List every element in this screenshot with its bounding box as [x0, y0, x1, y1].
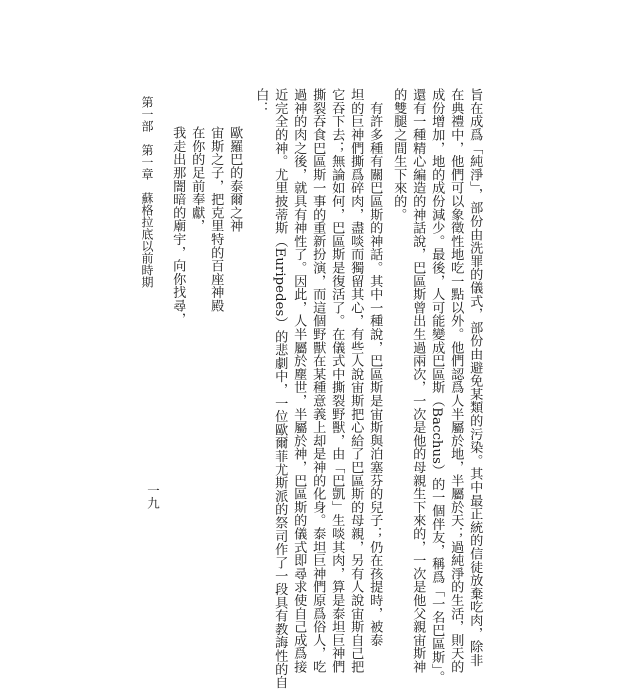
text-column-4: 還有一種精心編造的神話說，巴區斯曾出生過兩次，一次是他的母親生下來的，一次是他父親宙斯神 [410, 88, 426, 674]
text-column-2: 在典禮中，他們可以象徵性地吃一點以外。他們認爲人半屬於地，半屬於天；過純淨的生活，則天的 [448, 88, 464, 674]
text-column-1: 旨在成爲「純淨」，部份由洗罪的儀式，部份由避免某類的污染。其中最正統的信徒放棄吃肉，除非 [467, 88, 483, 667]
poem-line-2: 宙斯之子，把克里特的百座神殿 [208, 126, 224, 313]
text-column-7: 坦的巨神們撕爲碎肉，盡啖而獨留其心，有些人說宙斯把心給了巴區斯的母親，另有人說宙斯自己把 [348, 88, 364, 674]
text-column-9: 撕裂吞食巴區斯一事的重新扮演，而這個野獸在某種意義上却是神的化身。泰坦巨神們原爲俗人，吃 [310, 88, 326, 674]
text-column-12: 白： [253, 88, 269, 115]
text-column-3: 成份增加，地的成份減少。最後，人可能變成巴區斯（Bacchus）的一個伴友，稱爲「一名巴區斯」。 [429, 88, 445, 684]
text-column-11: 近完全的神。尤里披蒂斯（Euripedes）的悲劇中，一位歐爾菲尤斯派的祭司作了一段具有教誨性的自 [272, 88, 288, 689]
text-column-6: 有許多種有關巴區斯的神話。其中一種說，巴區斯是宙斯與泊塞芬的兒子；仍在孩提時，被泰 [367, 88, 383, 647]
text-column-8: 它吞下去；無論如何，巴區斯是復活了。在儀式中撕裂野獸，由「巴凱」生啖其肉，算是泰坦巨神們 [329, 88, 345, 674]
poem-line-4: 我走出那闇暗的廟宇，向你找尋， [170, 126, 186, 326]
text-column-5: 的雙腿之間生下來的。 [391, 88, 407, 221]
running-head: 第一部 第一章 蘇格拉底以前時期 [140, 96, 154, 288]
poem-line-1: 歐羅巴的泰爾之神 [227, 126, 243, 233]
text-column-10: 過神的肉之後，就具有神性了。因此，人半屬於塵世，半屬於神，巴區斯的儀式即尋求使自己成爲接 [291, 88, 307, 674]
page-number: 一九 [145, 484, 161, 509]
poem-line-3: 在你的足前奉獻， [189, 126, 205, 233]
